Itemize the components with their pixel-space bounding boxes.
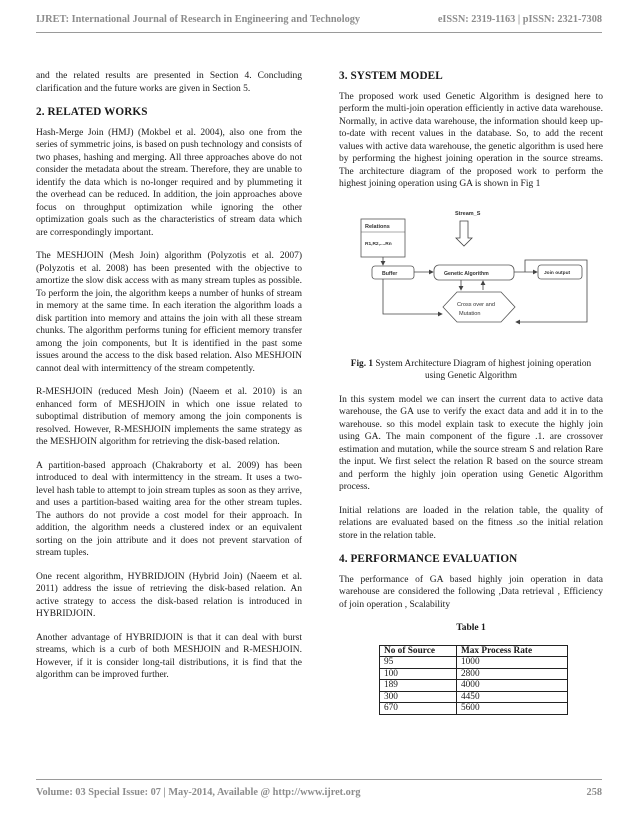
table-cell: 4450 xyxy=(457,691,568,703)
left-column xyxy=(36,70,302,693)
table-row xyxy=(380,657,568,669)
mutation-label: Mutation xyxy=(459,310,481,317)
related-paragraph-4: A partition-based approach (Chakraborty et al. 2009) has been introduced to deal with intermittency in the stream. It uses a two-level hash table to attempt to join stream tuples as soon as they arrive, and uses a partition-based waiting area for the other stream tuples. The authors do not provide a cost model for their approach. In addition, the algorithm needs a clustered index or an equivalent sorting on the join attribute and it does not prevent starvation of stream tuples. xyxy=(36,460,302,558)
related-paragraph-5: One recent algorithm, HYBRIDJOIN (Hybrid Join) (Naeem et al. 2011) address the issue of retrieving the disk-based relation. An active strategy to access the disk-based relation is introduced in HYBRIDJOIN. xyxy=(36,571,302,619)
volume-info: Volume: 03 Special Issue: 07 | May-2014, Available @ http://www.ijret.org xyxy=(36,787,361,798)
caption-text: System Architecture Diagram of highest joining operation using Genetic Algorithm xyxy=(373,358,592,381)
table-cell: 189 xyxy=(380,680,457,692)
footer-rule xyxy=(36,779,602,780)
page-header xyxy=(36,14,602,44)
heading-system-model: 3. SYSTEM MODEL xyxy=(339,70,443,82)
crossover-label: Cross over and xyxy=(457,301,495,308)
page-footer xyxy=(36,779,602,809)
header-rule xyxy=(36,32,602,33)
related-paragraph-2: The MESHJOIN (Mesh Join) algorithm (Polyzotis et al. 2007) (Polyzotis et al. 2008) has been presented with the objective to amortize the slow disk access with as many stream tuples as possible. To perform the join, the algorithm keeps a number of hunks of stream in memory at the same time. In each iteration the algorithm loads a disk partition into memory and attains the join with all these stream chunks. The algorithm performs tuning for efficient memory transfer among the join components, but It is identified in the past some issues around the access to the disk based relation. Also MESHJOIN cannot deal with intermittency of the stream competently. xyxy=(36,251,302,374)
table-cell: 5600 xyxy=(457,703,568,715)
architecture-diagram xyxy=(339,202,603,352)
stream-down-arrow xyxy=(456,221,472,246)
page-number: 258 xyxy=(586,787,602,798)
issn-info: eISSN: 2319-1163 | pISSN: 2321-7308 xyxy=(437,14,602,25)
table-title: Table 1 xyxy=(456,623,486,633)
right-column xyxy=(339,70,603,715)
table-header-row xyxy=(380,645,568,657)
table-row xyxy=(380,668,568,680)
table-header-cell: No of Source xyxy=(380,645,457,657)
intro-paragraph: and the related results are presented in Section 4. Concluding clarification and the future works are given in Section 5. xyxy=(36,71,302,94)
buffer-label: Buffer xyxy=(382,270,398,277)
relations-sub-label: R1,R2,....Rn xyxy=(365,241,392,247)
table-cell: 670 xyxy=(380,703,457,715)
journal-title: IJRET: International Journal of Research in Engineering and Technology xyxy=(36,14,361,25)
caption-label: Fig. 1 xyxy=(350,358,374,369)
system-paragraph-2: In this system model we can insert the current data to active data warehouse, the GA use to verify the exact data and add it in to the warehouse. so this model explain task to execute the highly join using GA. The main component of the figure .1. are crossover estimation and mutation, while the source stream S and relation Rare the input. We first select the relation R based on the source stream and perform the highly join operation using Genetic Algorithm process. xyxy=(339,394,603,492)
related-paragraph-3: R-MESHJOIN (reduced Mesh Join) (Naeem et al. 2010) is an enhanced form of MESHJOIN in which one issue related to suboptimal distribution of memory among the join components is resolved. However, R-MESHJOIN implements the same strategy as the MESHJOIN algorithm for retrieving the disk-based relation. xyxy=(36,387,302,447)
stream-label: Stream_S xyxy=(455,210,481,217)
performance-paragraph: The performance of GA based highly join operation in data warehouse are considered the following ,Data retrieval , Efficiency of join operation , Scalability xyxy=(339,574,603,610)
system-paragraph-3: Initial relations are loaded in the relation table, the quality of relations are evaluated based on the fitness .so the initial relation store in the relation table. xyxy=(339,505,603,541)
figure-caption xyxy=(347,358,595,382)
table-cell: 95 xyxy=(380,657,457,669)
system-paragraph-1: The proposed work used Genetic Algorithm is designed here to perform the multi-join operation efficiently in active data warehouse. Normally, in active data warehouse, the information should keep up-to-date with recent values in the database. So, to add the recent values with active data warehouse, the genetic algorithm is used here by performing the highest joining operation in the source streams. The architecture diagram of the proposed work to perform the highest joining operation using GA is shown in Fig 1 xyxy=(339,91,603,189)
table-cell: 100 xyxy=(380,668,457,680)
relations-label: Relations xyxy=(365,223,390,230)
related-paragraph-6: Another advantage of HYBRIDJOIN is that it can deal with burst streams, which is a curb of both MESHJOIN and R-MESHJOIN. However, if it is consider long-tail distributions, it is find that the algorithm can be improved further. xyxy=(36,632,302,680)
table-cell: 4000 xyxy=(457,680,568,692)
results-table xyxy=(379,645,568,715)
table-cell: 1000 xyxy=(457,657,568,669)
table-header-cell: Max Process Rate xyxy=(457,645,568,657)
loop-arrow xyxy=(383,279,442,314)
heading-performance: 4. PERFORMANCE EVALUATION xyxy=(339,553,518,565)
table-row xyxy=(380,703,568,715)
table-row xyxy=(380,680,568,692)
heading-related-works: 2. RELATED WORKS xyxy=(36,106,148,118)
related-paragraph-1: Hash-Merge Join (HMJ) (Mokbel et al. 2004), also one from the series of symmetric joins, is based on push technology and consists of two phases, hashing and merging. All three approaches above do not consider the metadata about the stream. Therefore, they are unable to identify the data which is no-longer required and by plummeting it the overhead can be reduced. In addition, the join approaches above focus on throughput optimization while ignoring the other optimization goals such as the characteristics of stream data which are correspondingly important. xyxy=(36,127,302,238)
table-cell: 2800 xyxy=(457,668,568,680)
table-row xyxy=(380,691,568,703)
architecture-figure xyxy=(339,202,603,352)
table-cell: 300 xyxy=(380,691,457,703)
genetic-algorithm-label: Genetic Algorithm xyxy=(444,270,489,277)
join-output-label: Join output xyxy=(544,270,571,276)
